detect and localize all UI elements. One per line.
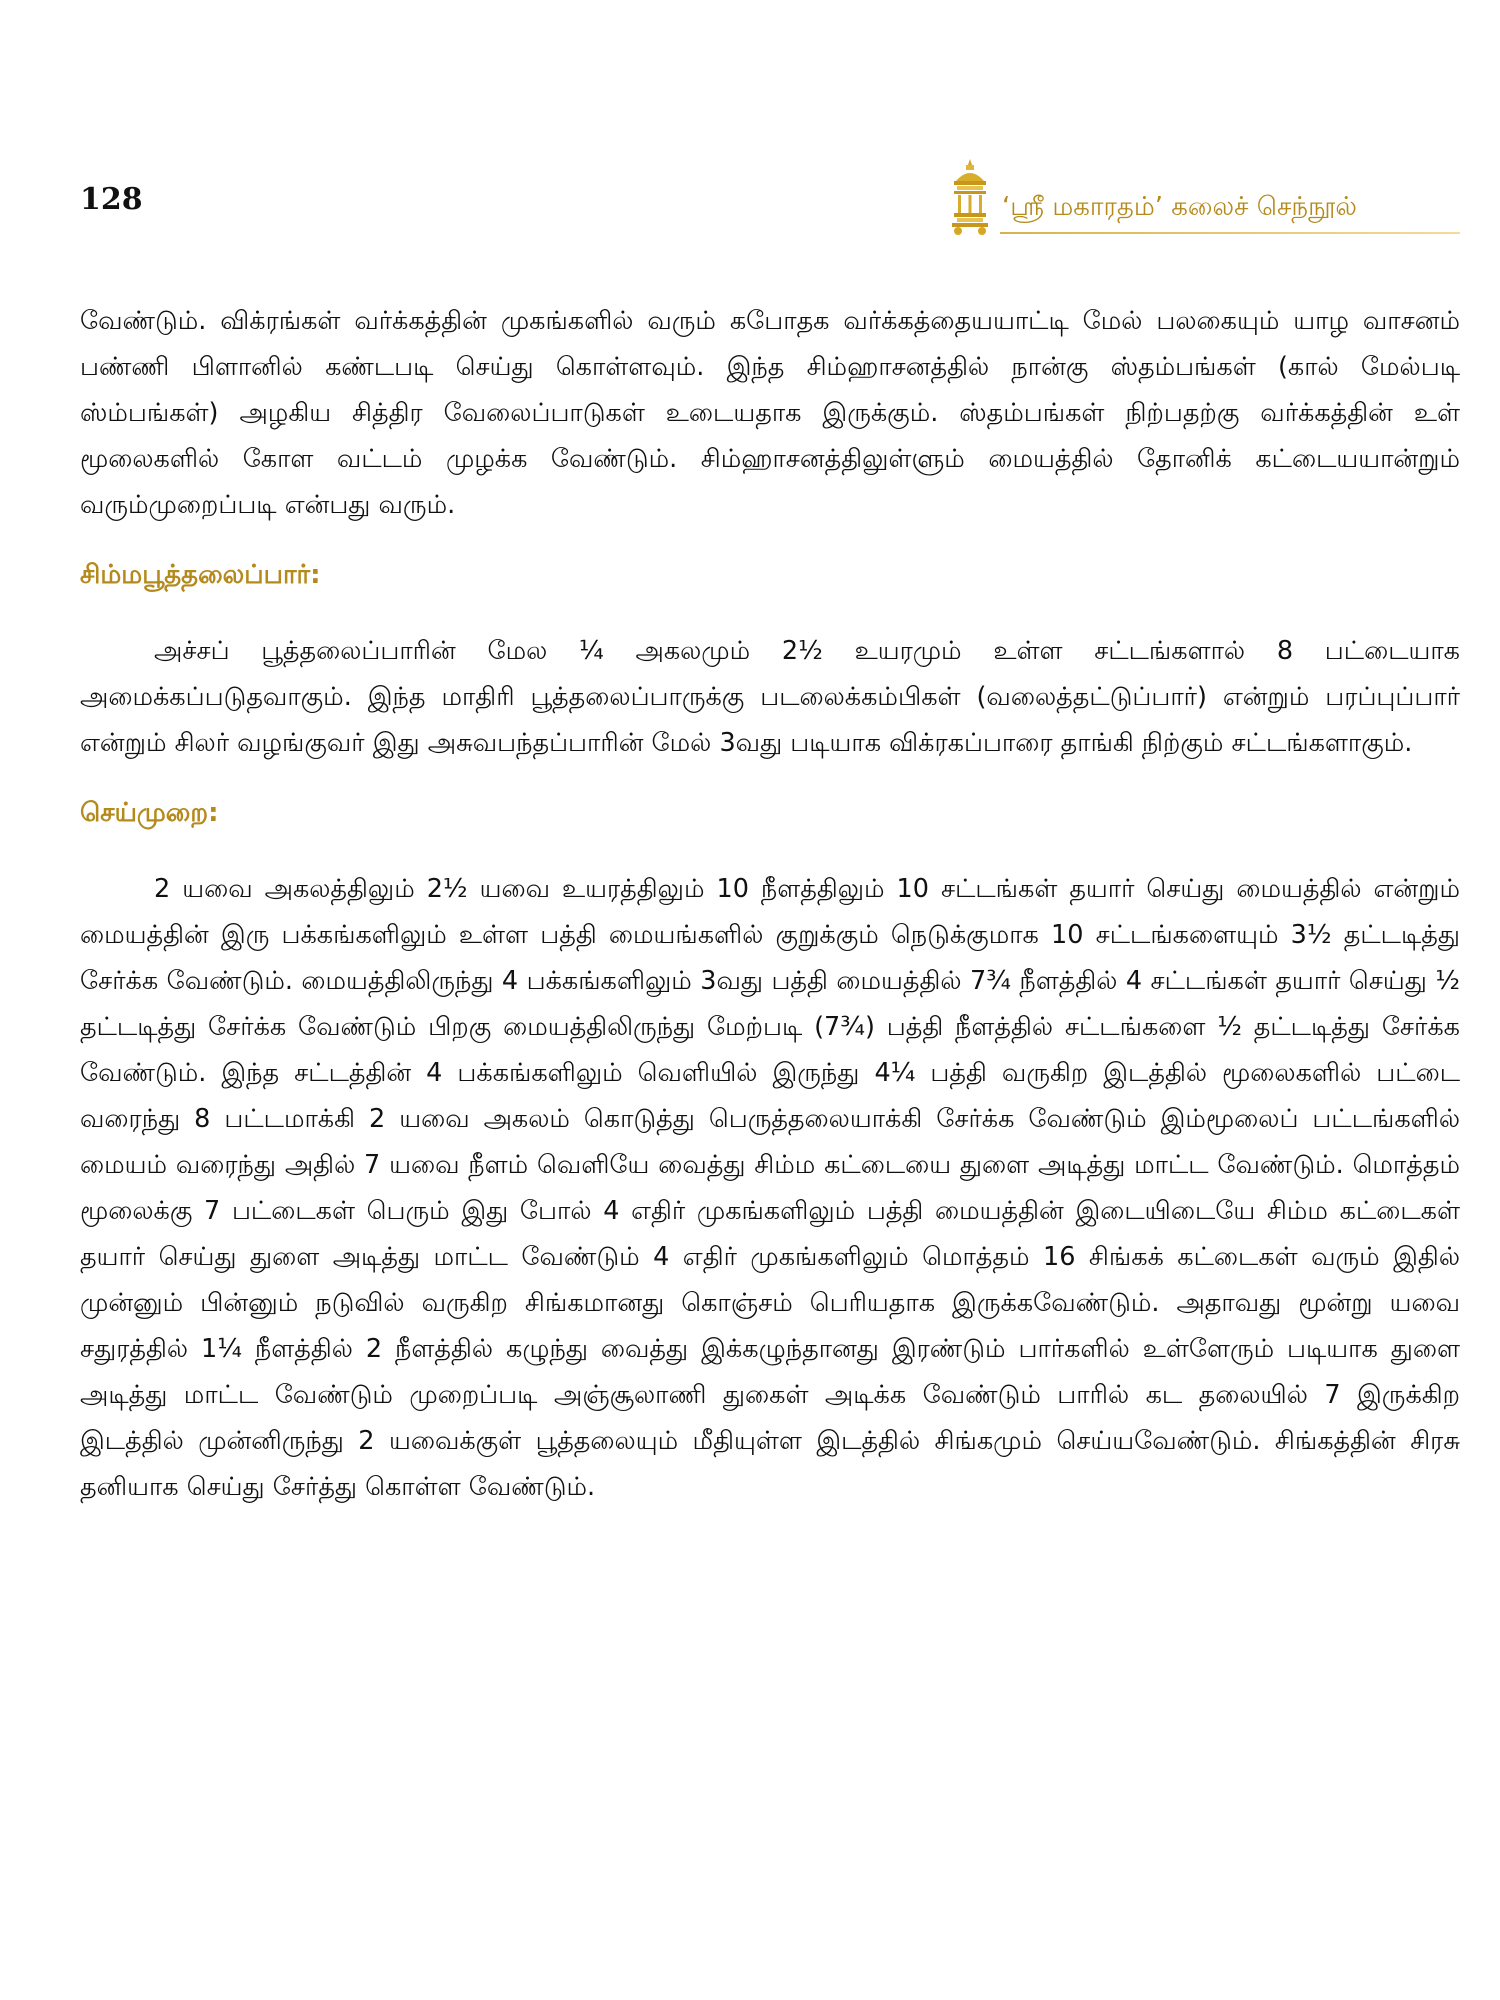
section-heading-simma-poothalaipar: சிம்மபூத்தலைப்பார்: [80, 560, 321, 590]
page-header [0, 0, 1500, 250]
book-title: ‘ஸ்ரீ மகாரதம்’ கலைச் செந்நூல் [1002, 192, 1357, 222]
paragraph-1: வேண்டும். விக்ரங்கள் வர்க்கத்தின் முகங்களில் வரும் கபோதக வர்க்கத்தையயாட்டி மேல் பலகையும் யாழ வாசனம் பண்ணி பிளானில் கண்டபடி செய்து கொள்ளவும். இந்த சிம்ஹாசனத்தில் நான்கு ஸ்தம்பங்கள் (கால் மேல்படி ஸ்ம்பங்கள்) அழகிய சித்திர வேலைப்பாடுகள் உடையதாக இருக்கும். ஸ்தம்பங்கள் நிற்பதற்கு வர்க்கத்தின் உள் மூலைகளில் கோள வட்டம் முழக்க வேண்டும். சிம்ஹாசனத்திலுள்ளும் மையத்தில் தோனிக் கட்டையயான்றும் வரும்முறைப்படி என்பது வரும். [80, 306, 1460, 520]
page-body [80, 298, 1460, 1510]
temple-chariot-icon [948, 157, 992, 237]
page-number: 128 [80, 182, 143, 217]
section-heading-seymurai: செய்முறை: [80, 798, 219, 828]
header-rule [1000, 232, 1460, 234]
paragraph-2: அச்சப் பூத்தலைப்பாரின் மேல ¼ அகலமும் 2½ உயரமும் உள்ள சட்டங்களால் 8 பட்டையாக அமைக்கப்படுதவாகும். இந்த மாதிரி பூத்தலைப்பாருக்கு படலைக்கம்பிகள் (வலைத்தட்டுப்பார்) என்றும் பரப்புப்பார் என்றும் சிலர் வழங்குவர் இது அசுவபந்தப்பாரின் மேல் 3வது படியாக விக்ரகப்பாரை தாங்கி நிற்கும் சட்டங்களாகும். [80, 636, 1460, 758]
paragraph-3: 2 யவை அகலத்திலும் 2½ யவை உயரத்திலும் 10 நீளத்திலும் 10 சட்டங்கள் தயார் செய்து மையத்தில் என்றும் மையத்தின் இரு பக்கங்களிலும் உள்ள பத்தி மையங்களில் குறுக்கும் நெடுக்குமாக 10 சட்டங்களையும் 3½ தட்டடித்து சேர்க்க வேண்டும். மையத்திலிருந்து 4 பக்கங்களிலும் 3வது பத்தி மையத்தில் 7¾ நீளத்தில் 4 சட்டங்கள் தயார் செய்து ½ தட்டடித்து சேர்க்க வேண்டும் பிறகு மையத்திலிருந்து மேற்படி (7¾) பத்தி நீளத்தில் சட்டங்களை ½ தட்டடித்து சேர்க்க வேண்டும். இந்த சட்டத்தின் 4 பக்கங்களிலும் வெளியில் இருந்து 4¼ பத்தி வருகிற இடத்தில் மூலைகளில் பட்டை வரைந்து 8 பட்டமாக்கி 2 யவை அகலம் கொடுத்து பெருத்தலையாக்கி சேர்க்க வேண்டும் இம்மூலைப் பட்டங்களில் மையம் வரைந்து அதில் 7 யவை நீளம் வெளியே வைத்து சிம்ம கட்டையை துளை அடித்து மாட்ட வேண்டும். மொத்தம் மூலைக்கு 7 பட்டைகள் பெரும் இது போல் 4 எதிர் முகங்களிலும் பத்தி மையத்தின் இடையிடையே சிம்ம கட்டைகள் தயார் செய்து துளை அடித்து மாட்ட வேண்டும் 4 எதிர் முகங்களிலும் மொத்தம் 16 சிங்கக் கட்டைகள் வரும் இதில் முன்னும் பின்னும் நடுவில் வருகிற சிங்கமானது கொஞ்சம் பெரியதாக இருக்கவேண்டும். அதாவது மூன்று யவை சதுரத்தில் 1¼ நீளத்தில் 2 நீளத்தில் கழுந்து வைத்து இக்கழுந்தானது இரண்டும் பார்களில் உள்ளேரும் படியாக துளை அடித்து மாட்ட வேண்டும் முறைப்படி அஞ்சூலாணி துகைள் அடிக்க வேண்டும் பாரில் கட தலையில் 7 இருக்கிற இடத்தில் முன்னிருந்து 2 யவைக்குள் பூத்தலையும் மீதியுள்ள இடத்தில் சிங்கமும் செய்யவேண்டும். சிங்கத்தின் சிரசு தனியாக செய்து சேர்த்து கொள்ள வேண்டும். [80, 874, 1460, 1502]
